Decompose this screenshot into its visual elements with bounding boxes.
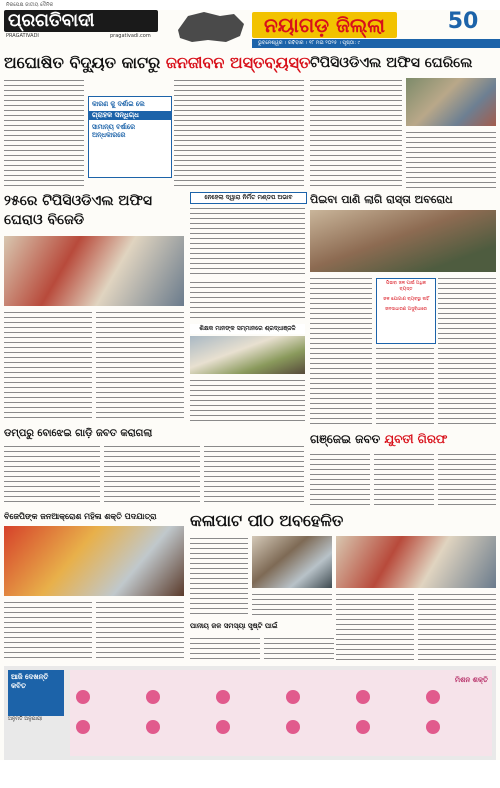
ad-right-title: ମିଶନ ଶକ୍ତି [454,676,488,684]
ad-icon-4 [286,690,300,704]
bjp-headline: ବିଜେପିଙ୍କ ଜନଆକ୍ରୋଶ ମହିଳା ଶକ୍ତି ପଦଯାତ୍ରା [4,512,157,521]
teacher-headline: ଶିକ୍ଷକ ମାନଙ୍କ ସମ୍ମାନରେ ଶ୍ରଦ୍ଧାଞ୍ଜଳି [190,324,305,334]
truck-body-col1 [4,444,100,504]
ad-icon-5 [356,690,370,704]
middle-body-2 [190,280,305,320]
teacher-body [190,378,305,422]
truck-body-col2 [104,444,200,504]
bjd-body-col1 [4,310,92,420]
water-problem-body-col2 [264,636,334,662]
water-headline: ପିଇବା ପାଣି ଲାଗି ରାସ୍ତା ଅବରୋଧ [310,193,453,206]
ganja-body-col3 [438,452,496,508]
ad-icon-3 [216,690,230,704]
water-quote-line3: ଜନସାଧାରଣ ଅସୁବିଧାରେ [385,307,427,312]
water-body-col1 [310,276,372,426]
lead-body-col3 [174,78,304,188]
tpcodl-body-col2 [406,130,496,188]
bjp-photo [4,526,184,596]
camp-body-col1 [336,592,414,662]
masthead-logo: ପ୍ରଗତିବାଦୀ [4,10,158,32]
ad-icons [76,690,486,750]
ad-icon-1 [76,690,90,704]
ganja-headline-part1: ଗଞ୍ଜେଇ ଜବତ [310,432,385,446]
water-problem-headline: ପାନୀୟ ଜଳ ସମସ୍ୟା ସୃଷ୍ଟି ପାଇଁ [190,622,278,630]
ad-icon-12 [426,720,440,734]
kalapat-headline: କଳାପାଟ ପୀଠ ଅବହେଳିତ [190,511,344,530]
kalapat-body-col1 [190,536,248,616]
water-quote-line2: ଜଳ ଯୋଗାଣ ବ୍ୟବସ୍ଥା ନାହିଁ [383,297,429,302]
ganja-body-col2 [374,452,434,508]
kalapat-photo [252,536,332,588]
water-quote-box [376,278,436,344]
truck-body-col3 [204,444,304,504]
teacher-photo [190,336,305,374]
lead-headline-part1: ଅଘୋଷିତ ବିଦ୍ୟୁତ କାଟରୁ [4,53,166,72]
ad-icon-2 [146,690,160,704]
ganja-headline [310,430,496,448]
ad-left-body: ଅନୁମତି ଅନୁଯାୟୀ [8,716,43,722]
lead-pull-box [88,96,172,178]
ad-icon-11 [356,720,370,734]
dateline: ଭୁବନେଶ୍ୱର । ରବିବାର । ୧୮ ମଇ ୨୦୨୫ । ପୃଷ୍ଠା: ୯ [252,39,500,48]
water-body-col2 [376,346,434,426]
masthead-logo-sub: PRAGATIVADI [6,33,39,39]
ad-left-title: ଆଜି ଦେଖନ୍ତି କବିତ [8,670,64,716]
bjp-body-col2 [96,600,184,660]
lead-pull3: ସାମାନ୍ୟ ବର୍ଷାରେ ଅନ୍ଧକାରରେ [92,123,136,139]
middle-body [190,206,305,276]
ganja-headline-part2: ଯୁବତୀ ଗିରଫ [384,432,448,446]
camp-body-col2 [418,592,496,662]
kalapat-body-col2 [252,592,332,616]
tpcodl-body-col1 [310,78,402,188]
ad-icon-6 [426,690,440,704]
lead-headline-part2: ଜନଜୀବନ ଅସ୍ତବ୍ୟସ୍ତ [165,53,311,72]
ganja-body-col1 [310,452,370,508]
lead-pull2: ଗ୍ରାହକ ସନ୍ଧିଗ୍ଧ [89,111,171,120]
water-problem-body-col1 [190,636,260,662]
water-photo [310,210,496,272]
camp-photo [336,536,496,588]
anniversary-logo: 50 [447,9,479,34]
lead-pull1: କାରଣ କୁ ଦର୍ଶାଇ ଲେ [92,100,145,108]
bjd-photo [4,236,184,306]
tpcodl-photo [406,78,496,126]
top-strip: ନିରପେକ୍ଷ ଜାତୀୟ ଦୈନିକ [0,0,500,10]
water-body-col3 [438,276,496,426]
bjp-body-col1 [4,600,92,660]
district-banner: ନୟାଗଡ଼ ଜିଲ୍ଲା [252,12,397,38]
middle-headline: ନେହେଲା ଦ୍ୱାରା ନିର୍ମିତ ମଣ୍ଡପ ଅଭାବ [190,192,307,204]
ad-icon-7 [76,720,90,734]
bottom-strip [0,760,500,788]
bjd-body-col2 [96,310,184,420]
lead-headline [4,52,311,74]
ad-icon-9 [216,720,230,734]
ad-icon-10 [286,720,300,734]
masthead-url: pragativadi.com [110,33,151,39]
tpcodl-headline: ଟିପିସିଓଡିଏଲ ଅଫିସ ଘେରିଲେ [310,55,473,71]
ad-icon-8 [146,720,160,734]
district-map-icon [170,8,250,46]
truck-headline: ଡମ୍ପରୁ ବୋଝେଇ ଗାଡ଼ି ଜବତ କରାଗଲା [4,428,153,439]
lead-body-col1 [4,78,84,188]
bjd-headline: ୨୫ରେ ଟିପିସିଓଡିଏଲ ଅଫିସ ଘେରାଓ ବିଜେଡି [4,193,153,228]
water-quote-line1: ପିଇବା ଜଳ ପାଇଁ ଅଧିକ ବ୍ୟସ୍ତ [386,281,426,292]
